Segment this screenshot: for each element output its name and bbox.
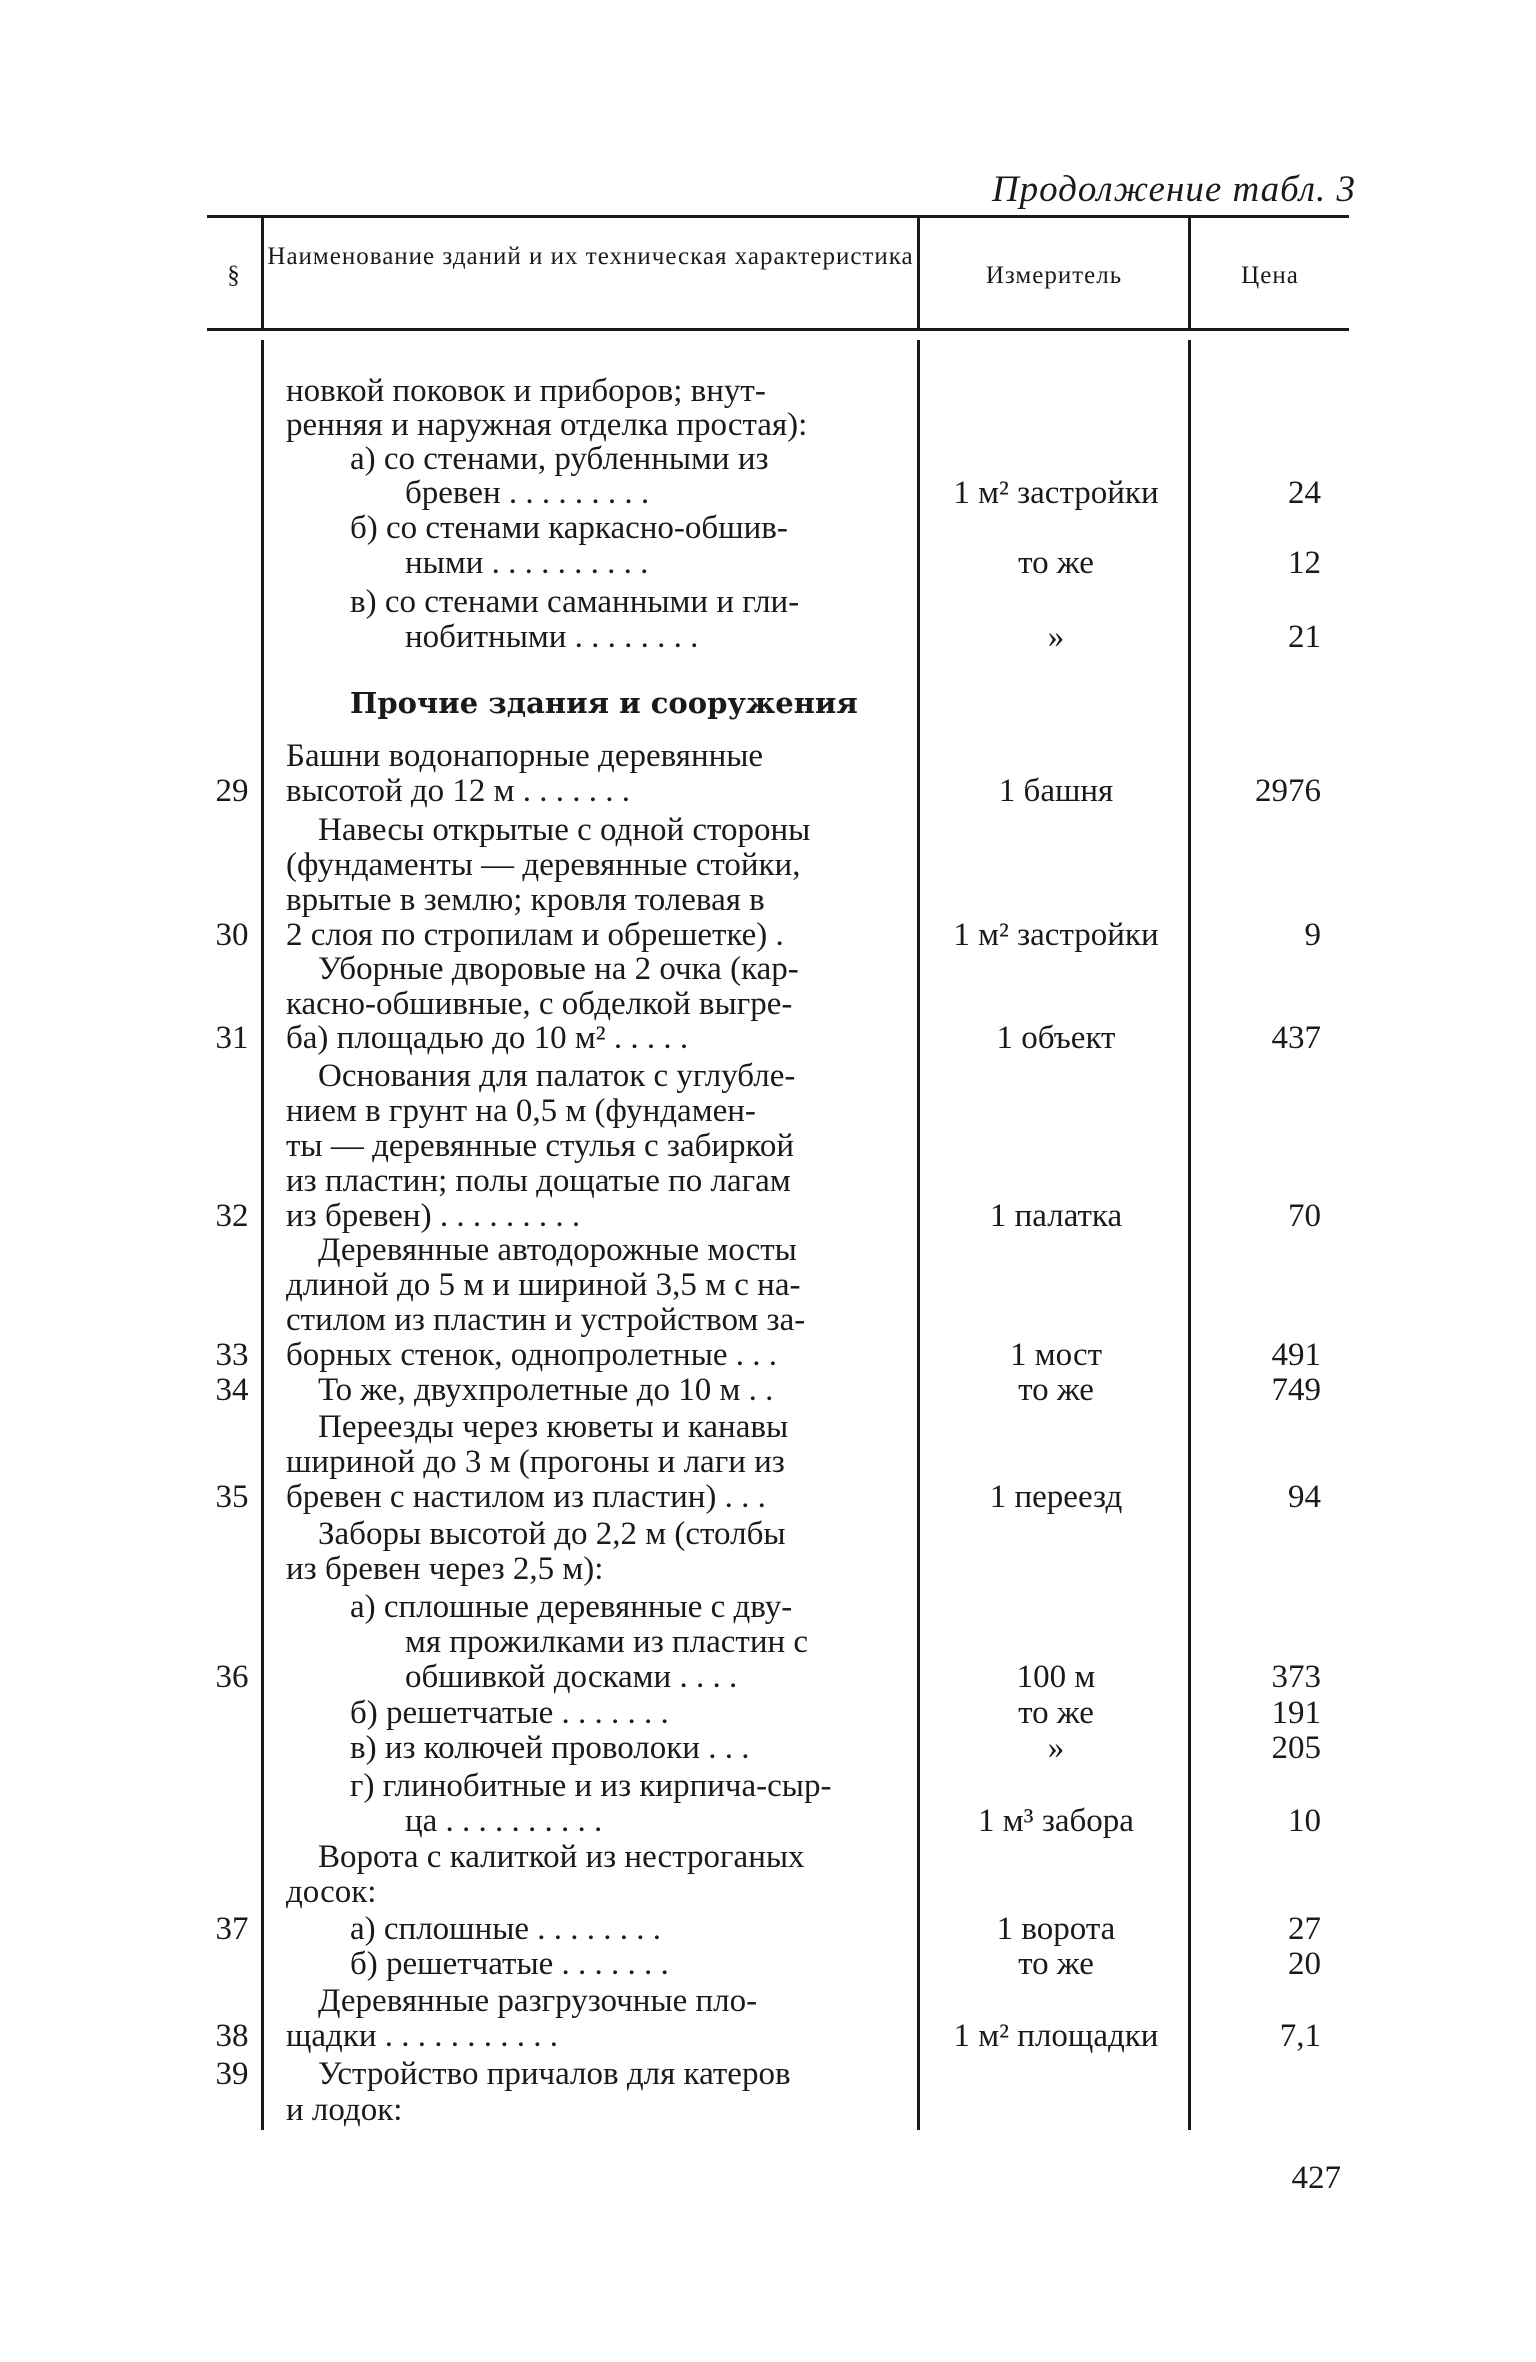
row-price: 7,1 <box>1279 2018 1321 2054</box>
description-line: досок: <box>286 1874 377 1910</box>
description-line: ными . . . . . . . . . . <box>405 545 649 581</box>
description-line: ба) площадью до 10 м² . . . . . <box>286 1020 689 1056</box>
description-line: Башни водонапорные деревянные <box>286 738 764 774</box>
row-unit: 1 м³ забора <box>978 1803 1134 1839</box>
row-price: 373 <box>1271 1659 1321 1695</box>
row-number: 30 <box>215 917 249 953</box>
description-line: Основания для палаток с углубле- <box>318 1058 796 1094</box>
description-line: нобитными . . . . . . . . <box>405 619 699 655</box>
description-line: бревен с настилом из пластин) . . . <box>286 1479 766 1515</box>
row-number: 37 <box>215 1911 249 1947</box>
row-price: 24 <box>1288 475 1321 511</box>
row-number: 34 <box>215 1372 249 1408</box>
header-name: Наименование зданий и их техническая характеристика <box>267 243 914 270</box>
description-line: мя прожилками из пластин с <box>405 1624 809 1660</box>
table-header-rule <box>207 328 1349 331</box>
description-line: шириной до 3 м (прогоны и лаги из <box>286 1444 785 1480</box>
row-unit: 1 м² застройки <box>953 475 1159 511</box>
row-unit: 1 ворота <box>996 1911 1116 1947</box>
description-line: Ворота с калиткой из нестроганых <box>318 1839 805 1875</box>
column-divider <box>261 218 264 328</box>
description-line: касно-обшивные, с обделкой выгре- <box>286 986 793 1022</box>
row-unit: то же <box>1018 1946 1094 1982</box>
description-line: обшивкой досками . . . . <box>405 1659 738 1695</box>
description-line: из пластин; полы дощатые по лагам <box>286 1163 791 1199</box>
row-number: 31 <box>215 1020 249 1056</box>
row-price: 70 <box>1288 1198 1321 1234</box>
row-number: 35 <box>215 1479 249 1515</box>
row-unit: 1 палатка <box>989 1198 1123 1234</box>
row-unit: 1 объект <box>996 1020 1116 1056</box>
description-line: ты — деревянные стулья с забиркой <box>286 1128 795 1164</box>
header-section: § <box>227 262 241 289</box>
description-line: г) глинобитные и из кирпича-сыр- <box>350 1768 832 1804</box>
description-line: Устройство причалов для катеров <box>318 2056 791 2092</box>
description-line: и лодок: <box>286 2092 403 2128</box>
description-line: То же, двухпролетные до 10 м . . <box>318 1372 774 1408</box>
row-unit: 100 м <box>1016 1659 1096 1695</box>
row-number: 33 <box>215 1337 249 1373</box>
column-divider <box>261 340 264 2130</box>
description-line: нием в грунт на 0,5 м (фундамен- <box>286 1093 756 1129</box>
row-price: 10 <box>1288 1803 1321 1839</box>
row-unit: то же <box>1018 545 1094 581</box>
description-line: ца . . . . . . . . . . <box>405 1803 603 1839</box>
row-unit: 1 м² площадки <box>953 2018 1159 2054</box>
row-number: 39 <box>215 2056 249 2092</box>
row-price: 749 <box>1271 1372 1321 1408</box>
description-line: бревен . . . . . . . . . <box>405 475 650 511</box>
description-line: в) из колючей проволоки . . . <box>350 1730 750 1766</box>
page-number: 427 <box>1291 2160 1341 2196</box>
table-top-rule <box>207 215 1349 218</box>
row-unit: » <box>1047 619 1065 655</box>
row-price: 94 <box>1288 1479 1321 1515</box>
row-price: 491 <box>1271 1337 1321 1373</box>
description-line: борных стенок, однопролетные . . . <box>286 1337 778 1373</box>
description-line: стилом из пластин и устройством за- <box>286 1302 806 1338</box>
row-price: 20 <box>1288 1946 1321 1982</box>
column-divider <box>917 340 920 2130</box>
header-price: Цена <box>1241 262 1299 289</box>
description-line: Деревянные разгрузочные пло- <box>318 1983 758 2019</box>
row-price: 2976 <box>1255 773 1321 809</box>
row-number: 38 <box>215 2018 249 2054</box>
row-unit: то же <box>1018 1372 1094 1408</box>
description-line: б) решетчатые . . . . . . . <box>350 1946 669 1982</box>
description-line: в) со стенами саманными и гли- <box>350 584 800 620</box>
description-line: б) со стенами каркасно-обшив- <box>350 510 788 546</box>
section-title: Прочие здания и сооружения <box>350 686 858 720</box>
row-price: 9 <box>1304 917 1321 953</box>
description-line: высотой до 12 м . . . . . . . <box>286 773 631 809</box>
description-line: а) со стенами, рубленными из <box>350 441 769 477</box>
row-number: 36 <box>215 1659 249 1695</box>
row-unit: 1 м² застройки <box>953 917 1159 953</box>
row-unit: 1 башня <box>998 773 1114 809</box>
row-price: 437 <box>1271 1020 1321 1056</box>
header-unit: Измеритель <box>985 262 1123 289</box>
row-number: 32 <box>215 1198 249 1234</box>
description-line: (фундаменты — деревянные стойки, <box>286 847 801 883</box>
row-unit: 1 мост <box>1009 1337 1103 1373</box>
description-line: из бревен) . . . . . . . . . <box>286 1198 581 1234</box>
row-price: 205 <box>1271 1730 1321 1766</box>
description-line: врытые в землю; кровля толевая в <box>286 882 765 918</box>
description-line: щадки . . . . . . . . . . . <box>286 2018 559 2054</box>
row-price: 191 <box>1271 1695 1321 1731</box>
description-line: Переезды через кюветы и канавы <box>318 1409 789 1445</box>
description-line: а) сплошные деревянные с дву- <box>350 1589 793 1625</box>
description-line: из бревен через 2,5 м): <box>286 1551 604 1587</box>
description-line: Заборы высотой до 2,2 м (столбы <box>318 1516 786 1552</box>
row-price: 27 <box>1288 1911 1321 1947</box>
description-line: 2 слоя по стропилам и обрешетке) . <box>286 917 784 953</box>
description-line: Уборные дворовые на 2 очка (кар- <box>318 951 799 987</box>
row-number: 29 <box>215 773 249 809</box>
table-caption: Продолжение табл. 3 <box>991 169 1356 210</box>
description-line: Деревянные автодорожные мосты <box>318 1232 797 1268</box>
column-divider <box>1188 340 1191 2130</box>
description-line: длиной до 5 м и шириной 3,5 м с на- <box>286 1267 801 1303</box>
row-unit: 1 переезд <box>989 1479 1123 1515</box>
description-line: Навесы открытые с одной стороны <box>318 812 811 848</box>
description-line: новкой поковок и приборов; внут- <box>286 373 766 409</box>
row-unit: » <box>1047 1730 1065 1766</box>
row-unit: то же <box>1018 1695 1094 1731</box>
description-line: ренняя и наружная отделка простая): <box>286 407 808 443</box>
description-line: б) решетчатые . . . . . . . <box>350 1695 669 1731</box>
description-line: а) сплошные . . . . . . . . <box>350 1911 662 1947</box>
row-price: 12 <box>1288 545 1321 581</box>
row-price: 21 <box>1288 619 1321 655</box>
